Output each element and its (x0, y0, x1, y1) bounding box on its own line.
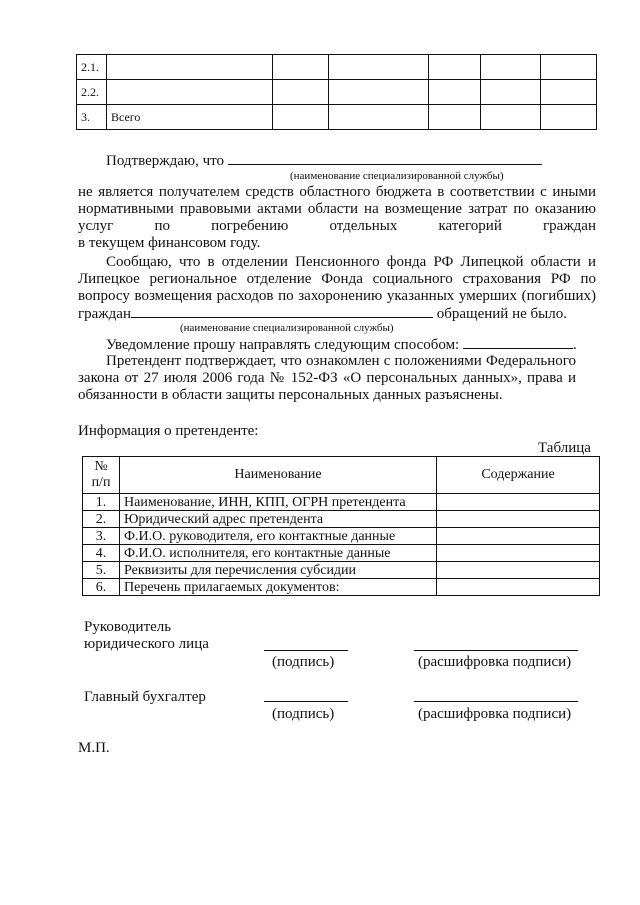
report-line-1: Сообщаю, что в отделении Пенсионного фонда РФ Липецкой области и (106, 254, 596, 270)
notice-line: Уведомление прошу направлять следующим способом: . (106, 337, 577, 353)
head-label-1: Руководитель (84, 619, 172, 635)
header-name: Наименование (120, 457, 437, 494)
row-label (107, 80, 273, 105)
fill-line (463, 336, 573, 349)
table-header-row (83, 457, 600, 494)
head-signature-line (264, 650, 348, 651)
head-label-2: юридического лица (84, 636, 209, 652)
table-row (77, 55, 597, 80)
confirm-lead: Подтверждаю, что (106, 152, 542, 170)
content-cell[interactable] (437, 528, 600, 545)
head-decode-caption: (расшифровка подписи) (418, 654, 572, 670)
content-cell[interactable] (437, 579, 600, 596)
report-line-3: вопросу возмещения расходов по захоронению указанных умерших (погибших) (78, 288, 596, 304)
applicant-line-1: Претендент подтверждает, что ознакомлен с положениями Федерального (106, 353, 576, 369)
content-cell[interactable] (437, 562, 600, 579)
header-num: № п/п (83, 457, 120, 494)
table-row: 3. Ф.И.О. руководителя, его контактные данные (83, 528, 600, 545)
table-row: 5. Реквизиты для перечисления субсидии (83, 562, 600, 579)
row-number: 3. (77, 105, 107, 130)
table-row (77, 105, 597, 130)
content-cell[interactable] (437, 545, 600, 562)
row-number: 2.1. (77, 55, 107, 80)
accountant-decode-caption: (расшифровка подписи) (418, 706, 572, 722)
fill-line (228, 152, 542, 165)
report-line-2: Липецкое региональное отделение Фонда социального страхования РФ по (78, 271, 596, 287)
applicant-line-2: закона от 27 июля 2006 года № 152-ФЗ «О персональных данных», права и (78, 370, 576, 386)
confirm-line-2: нормативными правовыми актами области на возмещение затрат по оказанию (78, 201, 596, 217)
accountant-signature-caption: (подпись) (272, 706, 335, 722)
table-label: Таблица (538, 440, 591, 456)
accountant-label: Главный бухгалтер (84, 689, 206, 705)
head-decode-line (414, 650, 578, 651)
table-row: 2. Юридический адрес претендента (83, 511, 600, 528)
report-line-4: граждан обращений не было. (78, 306, 567, 322)
applicant-info-table (82, 456, 600, 596)
accountant-signature-line (264, 701, 348, 702)
head-signature-caption: (подпись) (272, 654, 335, 670)
fill-line (131, 305, 433, 318)
seal-label: М.П. (78, 740, 110, 756)
header-content: Содержание (437, 457, 600, 494)
content-cell[interactable] (437, 511, 600, 528)
report-caption: (наименование специализированной службы) (180, 322, 394, 334)
confirm-line-4: в текущем финансовом году. (78, 235, 261, 251)
table-row: 6. Перечень прилагаемых документов: (83, 579, 600, 596)
row-label (107, 55, 273, 80)
row-number: 2.2. (77, 80, 107, 105)
confirm-line-1: не является получателем средств областного бюджета в соответствии с иными (78, 184, 596, 200)
table-row: 1. Наименование, ИНН, КПП, ОГРН претендента (83, 494, 600, 511)
table-row: 4. Ф.И.О. исполнителя, его контактные данные (83, 545, 600, 562)
accountant-decode-line (414, 701, 578, 702)
row-label: Всего (107, 105, 273, 130)
info-heading: Информация о претенденте: (78, 423, 259, 439)
table-row (77, 80, 597, 105)
content-cell[interactable] (437, 494, 600, 511)
applicant-line-3: обязанности в области защиты персональных данных разъяснены. (78, 387, 503, 403)
confirm-caption: (наименование специализированной службы) (290, 170, 504, 182)
confirm-line-3: услуг по погребению отдельных категорий граждан (78, 218, 596, 234)
expense-table-continuation (76, 54, 597, 130)
